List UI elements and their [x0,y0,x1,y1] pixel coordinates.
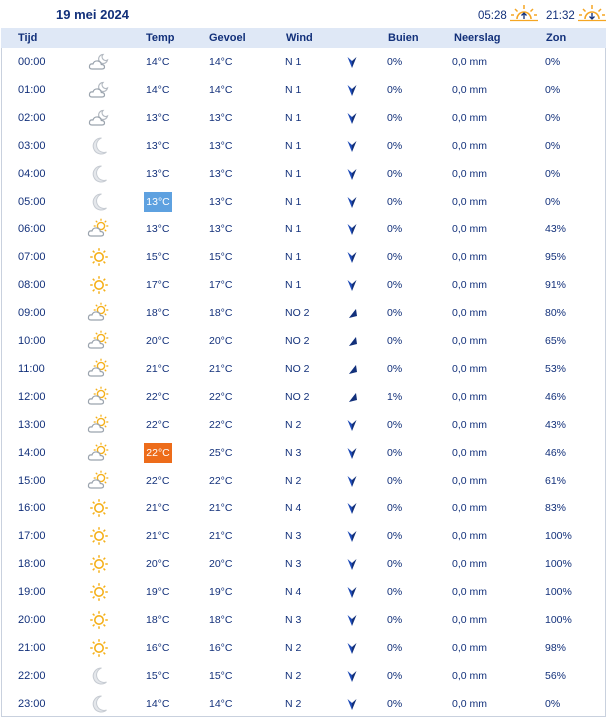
col-showers: Buien [388,32,419,44]
showers-cell: 0% [387,474,403,487]
precipitation-cell: 0,0 mm [452,307,488,320]
showers-cell: 0% [387,558,403,571]
showers-cell: 0% [387,139,403,152]
moon-icon [87,135,111,157]
feels-like-cell: 20°C [209,335,233,347]
table-row [1,662,606,690]
temperature-cell: 19°C [146,586,170,599]
precipitation-cell: 0,0 mm [452,139,488,152]
showers-cell: 0% [387,502,403,515]
wind-cell: N 1 [285,279,302,292]
temperature-cell: 15°C [146,251,170,264]
table-row [1,299,606,327]
sunrise-time: 05:28 [478,10,507,22]
wind-direction-icon [346,529,358,543]
wind-cell: N 1 [285,111,302,124]
moon-icon [87,191,111,213]
wind-direction-icon [346,697,358,711]
wind-direction-icon [346,334,358,348]
precipitation-cell: 0,0 mm [452,390,488,403]
precipitation-cell: 0,0 mm [452,474,488,487]
hour-cell: 01:00 [18,83,46,96]
feels-like-cell: 21°C [209,530,233,543]
col-wind: Wind [286,32,313,44]
hour-cell: 15:00 [18,474,46,487]
hour-cell: 17:00 [18,530,46,543]
precipitation-cell: 0,0 mm [452,697,488,710]
table-header [1,28,606,48]
wind-direction-icon [346,557,358,571]
col-feels: Gevoel [209,32,246,44]
partly-sunny-icon [87,302,111,324]
wind-cell: N 2 [285,669,302,682]
sunset-time: 21:32 [546,10,575,22]
sunshine-cell: 100% [545,530,572,543]
table-row [1,243,606,271]
hour-cell: 03:00 [18,139,46,152]
sun-icon [87,637,111,659]
wind-direction-icon [346,585,358,599]
hour-cell: 21:00 [18,641,46,654]
showers-cell: 0% [387,335,403,347]
hour-cell: 18:00 [18,558,46,571]
precipitation-cell: 0,0 mm [452,669,488,682]
partly-cloudy-night-icon [87,51,111,73]
wind-direction-icon [346,111,358,125]
precipitation-cell: 0,0 mm [452,251,488,264]
moon-icon [87,163,111,185]
precipitation-cell: 0,0 mm [452,558,488,571]
temperature-cell: 14°C [146,697,170,710]
sun-icon [87,581,111,603]
wind-direction-icon [346,306,358,320]
showers-cell: 0% [387,530,403,543]
table-row [1,383,606,411]
precipitation-cell: 0,0 mm [452,167,488,180]
wind-cell: N 1 [285,56,302,68]
wind-direction-icon [346,362,358,376]
sunshine-cell: 80% [545,307,567,320]
feels-like-cell: 15°C [209,251,233,264]
precipitation-cell: 0,0 mm [452,446,488,459]
sunshine-cell: 61% [545,474,567,487]
wind-cell: N 2 [285,418,302,431]
sunshine-cell: 0% [545,83,561,96]
showers-cell: 0% [387,279,403,292]
temperature-cell: 13°C [144,192,172,212]
showers-cell: 0% [387,586,403,599]
wind-direction-icon [346,250,358,264]
precipitation-cell: 0,0 mm [452,418,488,431]
precipitation-cell: 0,0 mm [452,195,488,208]
temperature-cell: 13°C [146,139,170,152]
temperature-cell: 22°C [146,418,170,431]
feels-like-cell: 20°C [209,558,233,571]
table-row [1,522,606,550]
table-row [1,132,606,160]
wind-cell: N 2 [285,697,302,710]
sun-icon [87,274,111,296]
sunshine-cell: 83% [545,502,567,515]
sunshine-cell: 0% [545,167,561,180]
temperature-cell: 20°C [146,335,170,347]
hour-cell: 19:00 [18,586,46,599]
wind-cell: N 1 [285,223,302,236]
sunshine-cell: 0% [545,195,561,208]
hour-cell: 20:00 [18,614,46,626]
wind-cell: N 3 [285,558,302,571]
wind-cell: N 2 [285,641,302,654]
temperature-cell: 13°C [146,167,170,180]
sunshine-cell: 91% [545,279,567,292]
temperature-cell: 21°C [146,502,170,515]
wind-direction-icon [346,83,358,97]
wind-direction-icon [346,55,358,69]
sunshine-cell: 46% [545,446,567,459]
temperature-cell: 18°C [146,307,170,320]
hour-cell: 10:00 [18,335,46,347]
temperature-cell: 14°C [146,83,170,96]
hour-cell: 00:00 [18,56,46,68]
hour-cell: 05:00 [18,195,46,208]
hour-cell: 13:00 [18,418,46,431]
feels-like-cell: 15°C [209,669,233,682]
sunshine-cell: 43% [545,223,567,236]
precipitation-cell: 0,0 mm [452,586,488,599]
feels-like-cell: 21°C [209,362,233,375]
wind-cell: N 3 [285,530,302,543]
partly-sunny-icon [87,470,111,492]
partly-sunny-icon [87,414,111,436]
partly-cloudy-night-icon [87,107,111,129]
table-row [1,606,606,634]
sunshine-cell: 100% [545,586,572,599]
wind-cell: N 2 [285,474,302,487]
feels-like-cell: 14°C [209,83,233,96]
sunshine-cell: 56% [545,669,567,682]
feels-like-cell: 22°C [209,474,233,487]
table-row [1,690,606,718]
showers-cell: 1% [387,390,403,403]
table-row [1,271,606,299]
showers-cell: 0% [387,614,403,626]
sunshine-cell: 0% [545,111,561,124]
wind-cell: N 4 [285,586,302,599]
wind-cell: N 3 [285,614,302,626]
precipitation-cell: 0,0 mm [452,56,488,68]
table-row [1,494,606,522]
table-row [1,634,606,662]
temperature-cell: 20°C [146,558,170,571]
temperature-cell: 13°C [146,111,170,124]
sunshine-cell: 46% [545,390,567,403]
sunshine-cell: 95% [545,251,567,264]
feels-like-cell: 14°C [209,697,233,710]
showers-cell: 0% [387,111,403,124]
wind-cell: NO 2 [285,390,310,403]
precipitation-cell: 0,0 mm [452,223,488,236]
temperature-cell: 22°C [146,390,170,403]
sunshine-cell: 100% [545,614,572,626]
sun-icon [87,525,111,547]
col-time: Tijd [18,32,38,44]
sunshine-cell: 0% [545,697,561,710]
temperature-cell: 21°C [146,530,170,543]
table-row [1,439,606,467]
feels-like-cell: 14°C [209,56,233,68]
showers-cell: 0% [387,669,403,682]
sun-icon [87,553,111,575]
showers-cell: 0% [387,83,403,96]
feels-like-cell: 16°C [209,641,233,654]
sunshine-cell: 53% [545,362,567,375]
precipitation-cell: 0,0 mm [452,641,488,654]
wind-cell: N 1 [285,167,302,180]
wind-cell: N 3 [285,446,302,459]
sunshine-cell: 0% [545,139,561,152]
showers-cell: 0% [387,56,403,68]
wind-direction-icon [346,222,358,236]
wind-direction-icon [346,669,358,683]
showers-cell: 0% [387,167,403,180]
wind-direction-icon [346,139,358,153]
feels-like-cell: 18°C [209,307,233,320]
table-row [1,215,606,243]
table-row [1,76,606,104]
feels-like-cell: 18°C [209,614,233,626]
showers-cell: 0% [387,307,403,320]
table-row [1,160,606,188]
partly-sunny-icon [87,442,111,464]
showers-cell: 0% [387,195,403,208]
wind-cell: N 1 [285,251,302,264]
showers-cell: 0% [387,223,403,236]
precipitation-cell: 0,0 mm [452,279,488,292]
precipitation-cell: 0,0 mm [452,335,488,347]
wind-direction-icon [346,278,358,292]
wind-cell: N 4 [285,502,302,515]
feels-like-cell: 21°C [209,502,233,515]
table-row [1,327,606,355]
sun-icon [87,246,111,268]
feels-like-cell: 25°C [209,446,233,459]
sunset-icon [578,4,606,22]
wind-cell: NO 2 [285,362,310,375]
table-row [1,467,606,495]
hour-cell: 11:00 [18,362,45,375]
partly-sunny-icon [87,386,111,408]
hour-cell: 04:00 [18,167,46,180]
wind-direction-icon [346,641,358,655]
temperature-cell: 21°C [146,362,170,375]
hour-cell: 09:00 [18,307,46,320]
showers-cell: 0% [387,362,403,375]
sunshine-cell: 43% [545,418,567,431]
col-precip: Neerslag [454,32,501,44]
temperature-cell: 15°C [146,669,170,682]
showers-cell: 0% [387,446,403,459]
temperature-cell: 22°C [144,443,172,463]
wind-cell: NO 2 [285,307,310,320]
feels-like-cell: 19°C [209,586,233,599]
hour-cell: 06:00 [18,223,46,236]
temperature-cell: 13°C [146,223,170,236]
feels-like-cell: 13°C [209,195,233,208]
wind-direction-icon [346,390,358,404]
wind-direction-icon [346,195,358,209]
feels-like-cell: 13°C [209,223,233,236]
hour-cell: 22:00 [18,669,46,682]
wind-direction-icon [346,446,358,460]
table-row [1,48,606,76]
sunshine-cell: 100% [545,558,572,571]
temperature-cell: 22°C [146,474,170,487]
precipitation-cell: 0,0 mm [452,530,488,543]
table-row [1,188,606,216]
sunshine-cell: 0% [545,56,561,68]
forecast-date: 19 mei 2024 [56,7,130,22]
moon-icon [87,693,111,715]
sunshine-cell: 98% [545,641,567,654]
wind-direction-icon [346,501,358,515]
table-row [1,578,606,606]
wind-cell: NO 2 [285,335,310,347]
partly-cloudy-night-icon [87,79,111,101]
hour-cell: 16:00 [18,502,46,515]
wind-direction-icon [346,474,358,488]
hour-cell: 14:00 [18,446,46,459]
feels-like-cell: 17°C [209,279,233,292]
feels-like-cell: 22°C [209,418,233,431]
precipitation-cell: 0,0 mm [452,83,488,96]
table-row [1,355,606,383]
wind-direction-icon [346,613,358,627]
day-header [0,0,610,28]
showers-cell: 0% [387,251,403,264]
precipitation-cell: 0,0 mm [452,111,488,124]
table-row [1,104,606,132]
showers-cell: 0% [387,697,403,710]
temperature-cell: 14°C [146,56,170,68]
feels-like-cell: 13°C [209,139,233,152]
sunrise-icon [510,4,538,22]
col-sun: Zon [546,32,567,44]
moon-icon [87,665,111,687]
partly-sunny-icon [87,218,111,240]
hour-cell: 08:00 [18,279,46,292]
sun-icon [87,609,111,631]
hour-cell: 02:00 [18,111,46,124]
temperature-cell: 16°C [146,641,170,654]
table-row [1,550,606,578]
sun-icon [87,497,111,519]
precipitation-cell: 0,0 mm [452,614,488,626]
wind-cell: N 1 [285,195,302,208]
hour-cell: 23:00 [18,697,46,710]
temperature-cell: 17°C [146,279,170,292]
hour-cell: 07:00 [18,251,46,264]
feels-like-cell: 22°C [209,390,233,403]
wind-cell: N 1 [285,83,302,96]
hour-cell: 12:00 [18,390,46,403]
wind-direction-icon [346,418,358,432]
table-row [1,411,606,439]
partly-sunny-icon [87,358,111,380]
wind-direction-icon [346,167,358,181]
temperature-cell: 18°C [146,614,170,626]
col-temp: Temp [146,32,175,44]
sunshine-cell: 65% [545,335,567,347]
precipitation-cell: 0,0 mm [452,362,488,375]
showers-cell: 0% [387,418,403,431]
showers-cell: 0% [387,641,403,654]
feels-like-cell: 13°C [209,111,233,124]
partly-sunny-icon [87,330,111,352]
feels-like-cell: 13°C [209,167,233,180]
precipitation-cell: 0,0 mm [452,502,488,515]
wind-cell: N 1 [285,139,302,152]
